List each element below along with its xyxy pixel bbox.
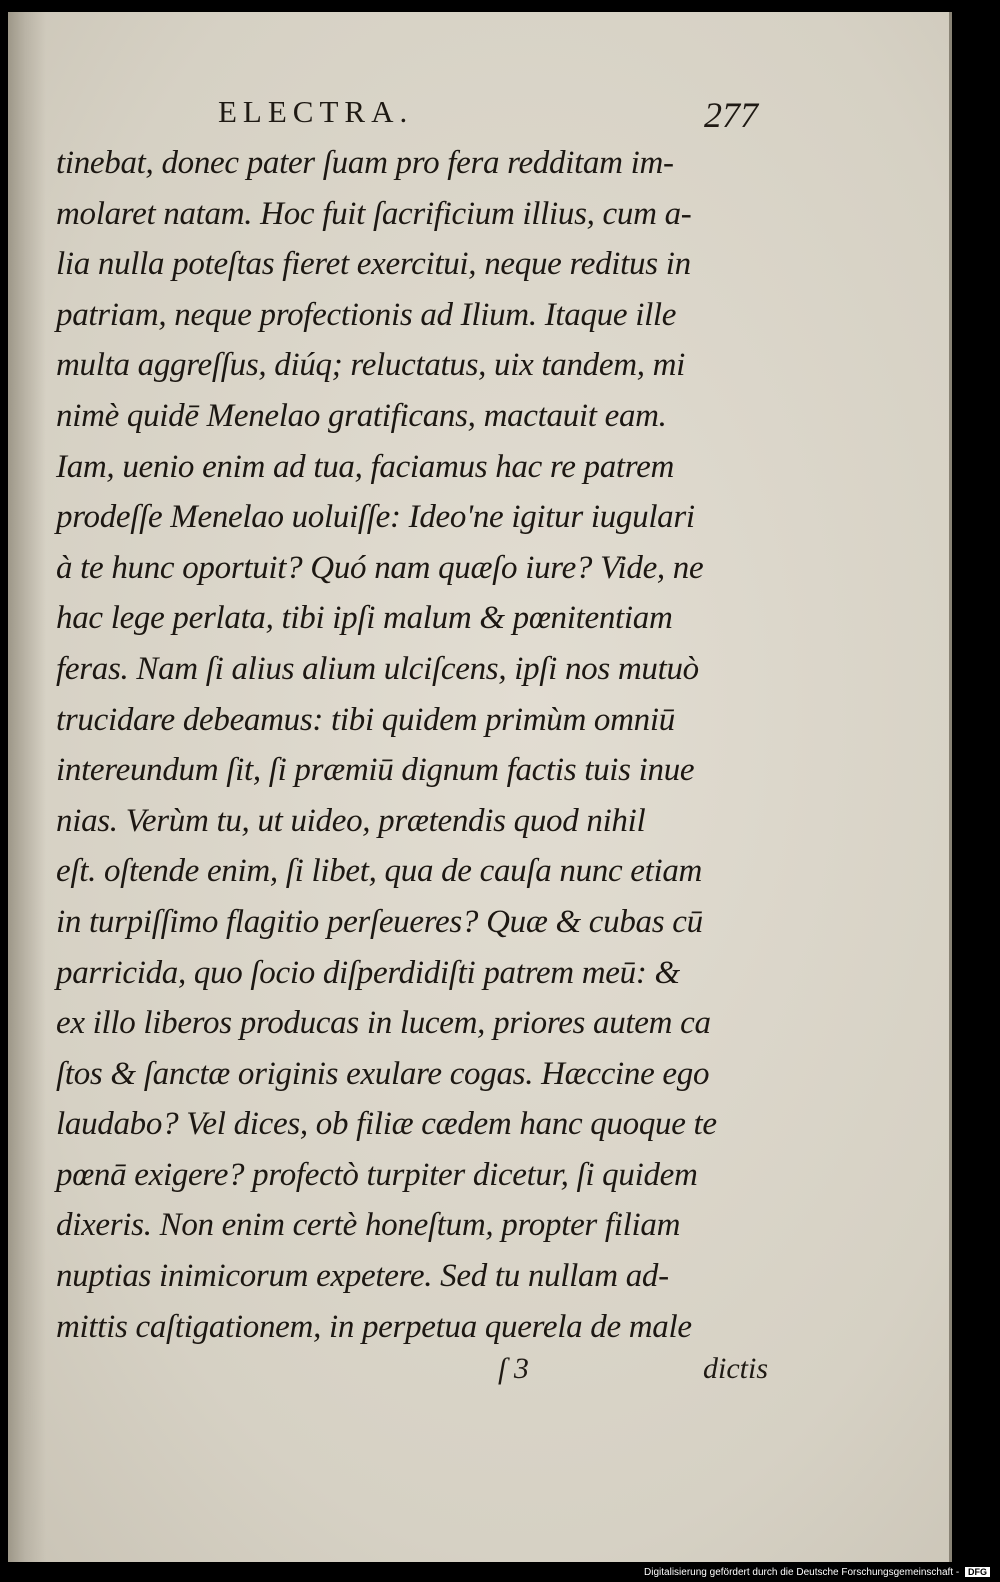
- text-line: hac lege perlata, tibi ipſi malum & pœnitentiam: [56, 600, 673, 637]
- text-line: eſt. oſtende enim, ſi libet, qua de cauſa nunc etiam: [56, 853, 703, 890]
- text-line: in turpiſſimo flagitio perſeueres? Quæ & cubas cū: [56, 903, 703, 940]
- text-line: à te hunc oportuit? Quó nam quæſo iure? Vide, ne: [56, 549, 704, 586]
- signature-mark: ſ 3: [498, 1352, 529, 1385]
- text-line: nimè quidē Menelao gratificans, mactauit eam.: [56, 397, 667, 434]
- text-line: Iam, uenio enim ad tua, faciamus hac re patrem: [56, 448, 674, 485]
- text-line: ex illo liberos producas in lucem, priores autem ca: [56, 1005, 711, 1042]
- text-line: parricida, quo ſocio diſperdidiſti patrem meū: &: [56, 954, 680, 991]
- text-line: trucidare debeamus: tibi quidem primùm omniū: [56, 701, 675, 738]
- text-line: molaret natam. Hoc fuit ſacrificium illius, cum a-: [56, 195, 692, 232]
- page-number: 277: [704, 95, 758, 135]
- text-line: ſtos & ſanctæ originis exulare cogas. Hæccine ego: [56, 1055, 710, 1092]
- text-line: dixeris. Non enim certè honeſtum, propter filiam: [56, 1207, 681, 1244]
- text-line: patriam, neque profectionis ad Ilium. Itaque ille: [56, 296, 677, 333]
- text-line: intereundum ſit, ſi præmiū dignum factis tuis inue: [56, 752, 695, 789]
- text-line: mittis caſtigationem, in perpetua querela de male: [56, 1308, 692, 1345]
- book-page: [8, 12, 952, 1562]
- text-line: lia nulla poteſtas fieret exercitui, neque reditus in: [56, 246, 691, 283]
- digitization-credit: [644, 1567, 990, 1578]
- page-footer: [498, 1352, 768, 1392]
- text-line: feras. Nam ſi alius alium ulciſcens, ipſi nos mutuò: [56, 650, 699, 687]
- page-header: [218, 94, 758, 134]
- dfg-logo: DFG: [965, 1567, 990, 1577]
- credit-text: Digitalisierung gefördert durch die Deutsche Forschungsgemeinschaft -: [644, 1567, 960, 1578]
- running-head: ELECTRA.: [218, 94, 414, 129]
- text-line: tinebat, donec pater ſuam pro fera redditam im-: [56, 145, 674, 181]
- text-line: multa aggreſſus, diúq; reluctatus, uix tandem, mi: [56, 347, 686, 384]
- page-edge: [949, 12, 952, 1562]
- text-line: prodeſſe Menelao uoluiſſe: Ideo'ne igitur iugulari: [56, 499, 695, 536]
- body-text: [56, 138, 766, 1352]
- text-line: laudabo? Vel dices, ob filiæ cædem hanc quoque te: [56, 1106, 717, 1143]
- text-line: nuptias inimicorum expetere. Sed tu nullam ad-: [56, 1258, 669, 1295]
- page-gutter-shadow: [8, 12, 46, 1562]
- catchword: dictis: [703, 1352, 768, 1385]
- text-line: pœnā exigere? profectò turpiter dicetur, ſi quidem: [56, 1156, 698, 1193]
- text-line: nias. Verùm tu, ut uideo, prætendis quod nihil: [56, 802, 646, 839]
